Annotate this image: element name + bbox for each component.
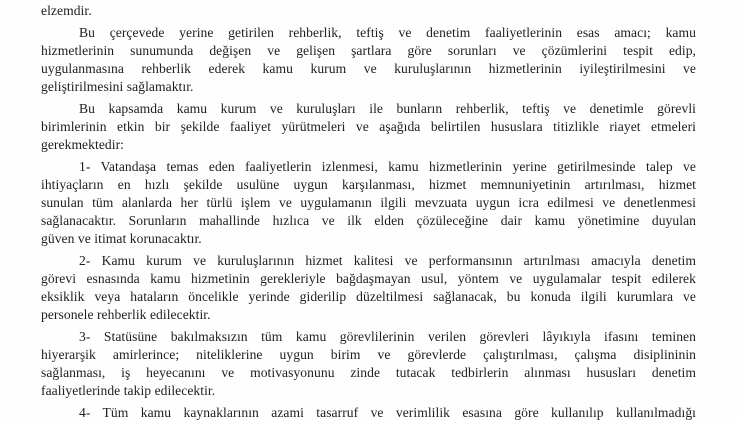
text-line: gerekmektedir:	[41, 137, 124, 152]
text-line: sağlanması, iş heyecanını ve motivasyonunu zinde tutacak tedbirlerin alınması hususları denetim	[41, 365, 696, 380]
text-line: geliştirilmesini sağlamaktır.	[41, 79, 194, 94]
list-item-2-start: 2- Kamu kurum ve kuruluşlarının hizmet kalitesi ve performansının artırılması amacıyla denetim	[79, 253, 696, 268]
text-line: elzemdir.	[41, 3, 92, 18]
text-line: hiyerarşik amirlerince; niteliklerine uygun birim ve görevlerde çalıştırılması, çalışma disiplininin	[41, 347, 696, 362]
text-line: hizmetlerinin sunumunda değişen ve gelişen şartlara göre sorunları ve çözümlerini tespit edip,	[41, 43, 696, 58]
list-item-3-start: 3- Statüsüne bakılmaksızın tüm kamu görevlilerinin verilen görevleri lâyıkıyla ifasını teminen	[79, 329, 696, 344]
text-line: görevi esnasında kamu hizmetinin gerekleriyle bağdaşmayan usul, yöntem ve uygulamalar tespit edilerek	[41, 271, 696, 286]
paragraph-start: Bu kapsamda kamu kurum ve kuruluşları ile bunların rehberlik, teftiş ve denetimle görevli	[79, 101, 696, 116]
text-line: birimlerinin etkin bir şekilde faaliyet yürütmeleri ve aşağıda belirtilen hususlara titizlikle riayet etmeleri	[41, 119, 696, 134]
list-item-4-start: 4- Tüm kamu kaynaklarının azami tasarruf ve verimlilik esasına göre kullanılıp kullanılmadığı	[79, 405, 696, 420]
text-line: sağlanacaktır. Sorunların mahallinde hızlıca ve ilk elden çözüleceğine dair kamu yönetimine duyulan	[41, 213, 696, 228]
text-line: faaliyetlerinde takip edilecektir.	[41, 383, 216, 398]
text-line: uygulanmasına rehberlik ederek kamu kurum ve kuruluşlarının hizmetlerinin iyileştirilmesini ve	[41, 61, 696, 76]
text-line: ihtiyaçların en hızlı şekilde usulüne uygun karşılanması, hizmet memnuniyetinin artırılması, hizmet	[41, 177, 696, 192]
list-item-1-start: 1- Vatandaşa temas eden faaliyetlerin izlenmesi, kamu hizmetlerinin yerine getirilmesinde talep ve	[79, 159, 696, 174]
text-line: personele rehberlik edilecektir.	[41, 307, 211, 322]
text-line: sunulan tüm alanlarda her türlü işlem ve uygulamanın ilgili mevzuata uygun icra edilmesi ve denetlenmesi	[41, 195, 696, 210]
paragraph-start: Bu çerçevede yerine getirilen rehberlik, teftiş ve denetim faaliyetlerinin esas amacı; kamu	[79, 25, 696, 40]
text-line: eksiklik veya hataların öncelikle yerinde giderilip düzeltilmesi sağlanacak, bu konuda ilgili kurumlara ve	[41, 289, 696, 304]
text-line: güven ve itimat korunacaktır.	[41, 231, 202, 246]
